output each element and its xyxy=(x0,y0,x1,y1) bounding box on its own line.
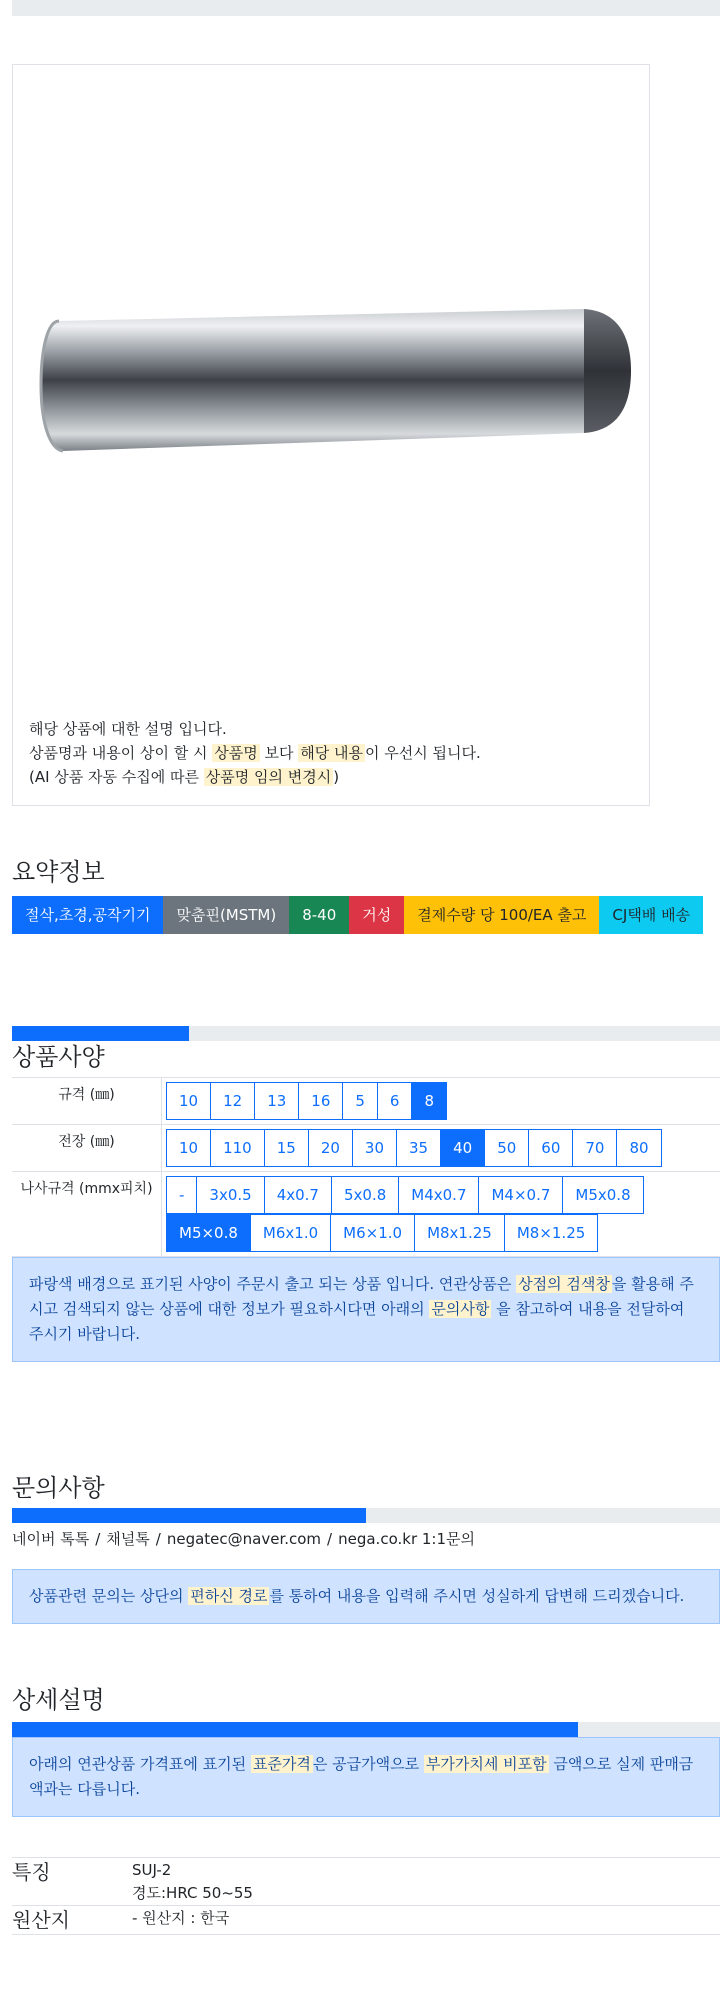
spec-option[interactable]: 10 xyxy=(166,1082,211,1120)
contact-link[interactable]: negatec@naver.com xyxy=(166,1530,322,1548)
spec-option[interactable]: 5x0.8 xyxy=(331,1176,399,1214)
spec-option[interactable]: 6 xyxy=(377,1082,413,1120)
feature-row xyxy=(12,1906,720,1935)
feature-values xyxy=(132,1858,720,1905)
desc-line-1: 해당 상품에 대한 설명 입니다. xyxy=(29,720,227,738)
contact-notice: 상품관련 문의는 상단의 편하신 경로 를 통하여 내용을 입력해 주시면 성실하게 답변해 드리겠습니다. xyxy=(12,1569,720,1624)
spec-option[interactable]: 12 xyxy=(210,1082,255,1120)
summary-badges xyxy=(12,896,720,934)
spec-option[interactable]: M6x1.0 xyxy=(250,1214,331,1252)
highlight-search-box: 상점의 검색창 xyxy=(518,1275,610,1293)
contact-link[interactable]: 채널톡 xyxy=(106,1530,150,1548)
highlight-vat: 부가가치세 비포함 xyxy=(425,1755,547,1773)
desc-line-2: 상품명과 내용이 상이 할 시 상품명 보다 해당 내용 이 우선시 됩니다. xyxy=(29,744,481,762)
spec-option[interactable]: 80 xyxy=(616,1129,661,1167)
highlight-name-change: 상품명 임의 변경시 xyxy=(205,768,332,786)
summary-badge: CJ택배 배송 xyxy=(599,896,703,934)
spec-option[interactable]: 60 xyxy=(528,1129,573,1167)
highlight-content: 해당 내용 xyxy=(300,744,363,762)
spec-option[interactable]: - xyxy=(166,1176,197,1214)
product-image-card xyxy=(12,64,650,806)
contact-link[interactable]: 네이버 톡톡 xyxy=(12,1530,90,1548)
spec-option-selected[interactable]: 40 xyxy=(440,1129,485,1167)
link-separator: / xyxy=(95,1530,101,1548)
spec-option[interactable]: M5x0.8 xyxy=(562,1176,643,1214)
spec-option-selected[interactable]: 8 xyxy=(411,1082,447,1120)
feature-value: - 원산지 : 한국 xyxy=(132,1909,230,1927)
desc-line-3: (AI 상품 자동 수집에 따른 상품명 임의 변경시 ) xyxy=(29,768,340,786)
spec-title: 상품사양 xyxy=(12,1043,105,1071)
spec-option[interactable]: 16 xyxy=(298,1082,343,1120)
feature-key: 원산지 xyxy=(12,1908,70,1932)
top-bar xyxy=(12,0,720,16)
feature-values xyxy=(132,1906,720,1934)
contact-title: 문의사항 xyxy=(12,1474,105,1502)
spec-label: 전장 (㎜) xyxy=(12,1125,162,1171)
summary-badge: 8-40 xyxy=(289,896,349,934)
contact-links xyxy=(12,1527,720,1551)
summary-badge: 맞춤핀(MSTM) xyxy=(163,896,289,934)
link-separator: / xyxy=(327,1530,333,1548)
spec-option[interactable]: 15 xyxy=(264,1129,309,1167)
spec-table xyxy=(12,1077,720,1257)
spec-progress-bar xyxy=(12,1026,720,1041)
spec-option[interactable]: M4x0.7 xyxy=(398,1176,479,1214)
spec-option[interactable]: M4×0.7 xyxy=(478,1176,563,1214)
image-description xyxy=(29,717,481,789)
summary-badge: 결제수량 당 100/EA 출고 xyxy=(404,896,599,934)
summary-badge: 절삭,초경,공작기기 xyxy=(12,896,163,934)
spec-row xyxy=(12,1172,720,1257)
spec-options xyxy=(162,1172,720,1256)
spec-option[interactable]: 110 xyxy=(210,1129,265,1167)
link-separator: / xyxy=(155,1530,161,1548)
dowel-pin-image xyxy=(39,301,635,461)
spec-option[interactable]: M8x1.25 xyxy=(414,1214,505,1252)
highlight-product-name: 상품명 xyxy=(214,744,258,762)
spec-row xyxy=(12,1078,720,1125)
detail-title: 상세설명 xyxy=(12,1686,105,1714)
spec-option[interactable]: 5 xyxy=(342,1082,378,1120)
spec-option[interactable]: 13 xyxy=(254,1082,299,1120)
feature-key: 특징 xyxy=(12,1860,51,1884)
summary-badge: 거성 xyxy=(349,896,404,934)
spec-option[interactable]: 50 xyxy=(484,1129,529,1167)
spec-options xyxy=(162,1078,720,1124)
detail-notice: 아래의 연관상품 가격표에 표기된 표준가격 은 공급가액으로 부가가치세 비포함 금액으로 실제 판매금액과는 다릅니다. xyxy=(12,1737,720,1817)
spec-label: 나사규격 (mmx피치) xyxy=(12,1172,162,1256)
spec-options xyxy=(162,1125,720,1171)
spec-option[interactable]: M6×1.0 xyxy=(330,1214,415,1252)
spec-option[interactable]: 10 xyxy=(166,1129,211,1167)
feature-table xyxy=(12,1857,720,1935)
page xyxy=(12,0,720,1935)
spec-option-selected[interactable]: M5×0.8 xyxy=(166,1214,251,1252)
spec-option[interactable]: 35 xyxy=(396,1129,441,1167)
spec-option[interactable]: 3x0.5 xyxy=(196,1176,264,1214)
spec-option[interactable]: M8×1.25 xyxy=(504,1214,598,1252)
spec-option[interactable]: 20 xyxy=(308,1129,353,1167)
highlight-standard-price: 표준가격 xyxy=(252,1755,311,1773)
highlight-inquiry: 문의사항 xyxy=(431,1300,490,1318)
spec-label: 규격 (㎜) xyxy=(12,1078,162,1124)
spec-option[interactable]: 30 xyxy=(352,1129,397,1167)
spec-option[interactable]: 4x0.7 xyxy=(264,1176,332,1214)
spec-notice: 파랑색 배경으로 표기된 사양이 주문시 출고 되는 상품 입니다. 연관상품은 상점의 검색창 을 활용해 주시고 검색되지 않는 상품에 대한 정보가 필요하시다면 아래의 문의사항 을 참고하여 내용을 전달하여 주시기 바랍니다. xyxy=(12,1257,720,1362)
contact-link[interactable]: nega.co.kr 1:1문의 xyxy=(338,1530,475,1548)
spec-row xyxy=(12,1125,720,1172)
contact-progress-bar xyxy=(12,1508,720,1523)
feature-value: 경도:HRC 50~55 xyxy=(132,1884,253,1902)
detail-progress-bar xyxy=(12,1722,720,1737)
highlight-route: 편하신 경로 xyxy=(190,1587,268,1605)
summary-title: 요약정보 xyxy=(12,858,105,886)
feature-row xyxy=(12,1858,720,1906)
spec-option[interactable]: 70 xyxy=(572,1129,617,1167)
feature-value: SUJ-2 xyxy=(132,1861,172,1879)
